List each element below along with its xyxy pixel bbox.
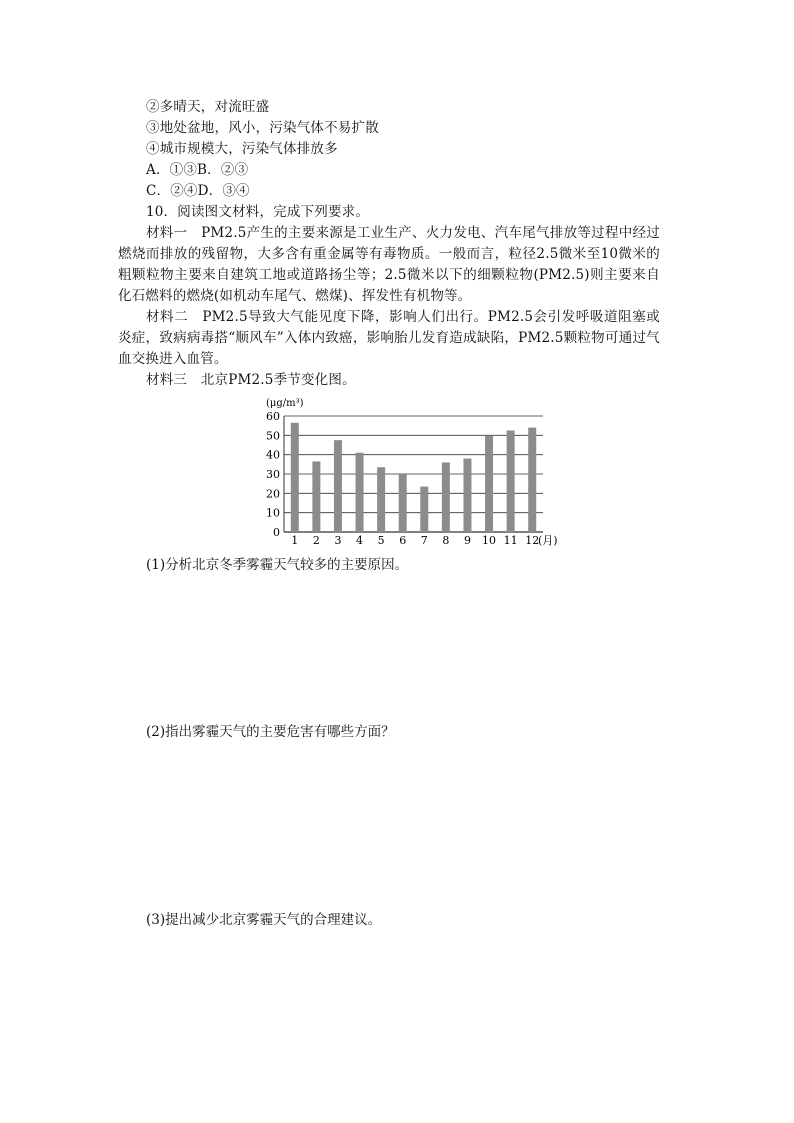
- material-2: 材料二 PM2.5导致大气能见度下降，影响人们出行。PM2.5会引发呼吸道阻塞或炎症，致病病毒搭“顺风车”入体内致癌，影响胎儿发育造成缺陷，PM2.5颗粒物可通过气血交换进入血管。: [118, 309, 660, 367]
- choice-c-d: C．②④D．③④: [146, 183, 250, 199]
- x-tick-label: 10: [482, 534, 497, 547]
- bar-month-6: [399, 474, 407, 532]
- bar-month-7: [420, 487, 428, 532]
- y-tick-label: 10: [266, 506, 280, 520]
- x-tick-label: 6: [399, 534, 407, 547]
- y-tick-label: 50: [266, 429, 280, 443]
- x-axis-unit: (月): [538, 534, 558, 547]
- bar-month-9: [463, 459, 471, 532]
- y-axis-unit: (μg/m³): [266, 398, 304, 409]
- x-tick-label: 4: [356, 534, 364, 547]
- x-tick-labels: [291, 534, 539, 547]
- bar-month-2: [312, 461, 320, 532]
- question-title: 10．阅读图文材料，完成下列要求。: [146, 204, 370, 220]
- option-3: ③地处盆地，风小，污染气体不易扩散: [146, 120, 379, 136]
- option-4: ④城市规模大，污染气体排放多: [146, 141, 338, 157]
- y-tick-label: 60: [266, 410, 280, 423]
- x-tick-label: 1: [291, 534, 299, 547]
- bar-month-10: [485, 435, 493, 532]
- bar-month-1: [291, 423, 299, 532]
- x-tick-label: 2: [312, 534, 320, 547]
- chart-bars: [291, 423, 536, 532]
- bar-month-5: [377, 467, 385, 532]
- material-1: 材料一 PM2.5产生的主要来源是工业生产、火力发电、汽车尾气排放等过程中经过燃烧而排放的残留物，大多含有重金属等有毒物质。一般而言，粒径2.5微米至10微米的粗颗粒物主要来自建筑工地或道路扬尘等；2.5微米以下的细颗粒物(PM2.5)则主要来自化石燃料的燃烧(如机动车尾气、燃煤)、挥发性有机物等。: [118, 225, 660, 304]
- y-tick-label: 30: [266, 468, 280, 481]
- y-tick-label: 0: [273, 526, 280, 539]
- x-tick-label: 12: [525, 534, 540, 547]
- material-3: 材料三 北京PM2.5季节变化图。: [146, 372, 356, 388]
- y-tick-labels: [266, 410, 280, 539]
- x-tick-label: 9: [463, 534, 471, 547]
- bar-month-8: [442, 462, 450, 532]
- x-tick-label: 7: [420, 534, 428, 547]
- x-tick-label: 5: [377, 534, 385, 547]
- question-2: (2)指出雾霾天气的主要危害有哪些方面？: [146, 724, 395, 740]
- y-tick-label: 40: [266, 448, 280, 462]
- option-2: ②多晴天，对流旺盛: [146, 99, 270, 115]
- pm25-bar-chart: [254, 392, 574, 552]
- chart-grid: [284, 416, 543, 532]
- bar-month-3: [334, 440, 342, 532]
- bar-month-11: [507, 431, 515, 533]
- bar-month-4: [356, 453, 364, 532]
- x-tick-label: 8: [442, 534, 450, 547]
- question-1: (1)分析北京冬季雾霾天气较多的主要原因。: [146, 557, 409, 573]
- y-tick-label: 20: [266, 487, 280, 501]
- question-3: (3)提出减少北京雾霾天气的合理建议。: [146, 912, 382, 928]
- choice-a-b: A．①③B．②③: [146, 162, 249, 178]
- x-tick-label: 11: [503, 534, 518, 547]
- x-tick-label: 3: [334, 534, 342, 547]
- bar-month-12: [528, 428, 536, 532]
